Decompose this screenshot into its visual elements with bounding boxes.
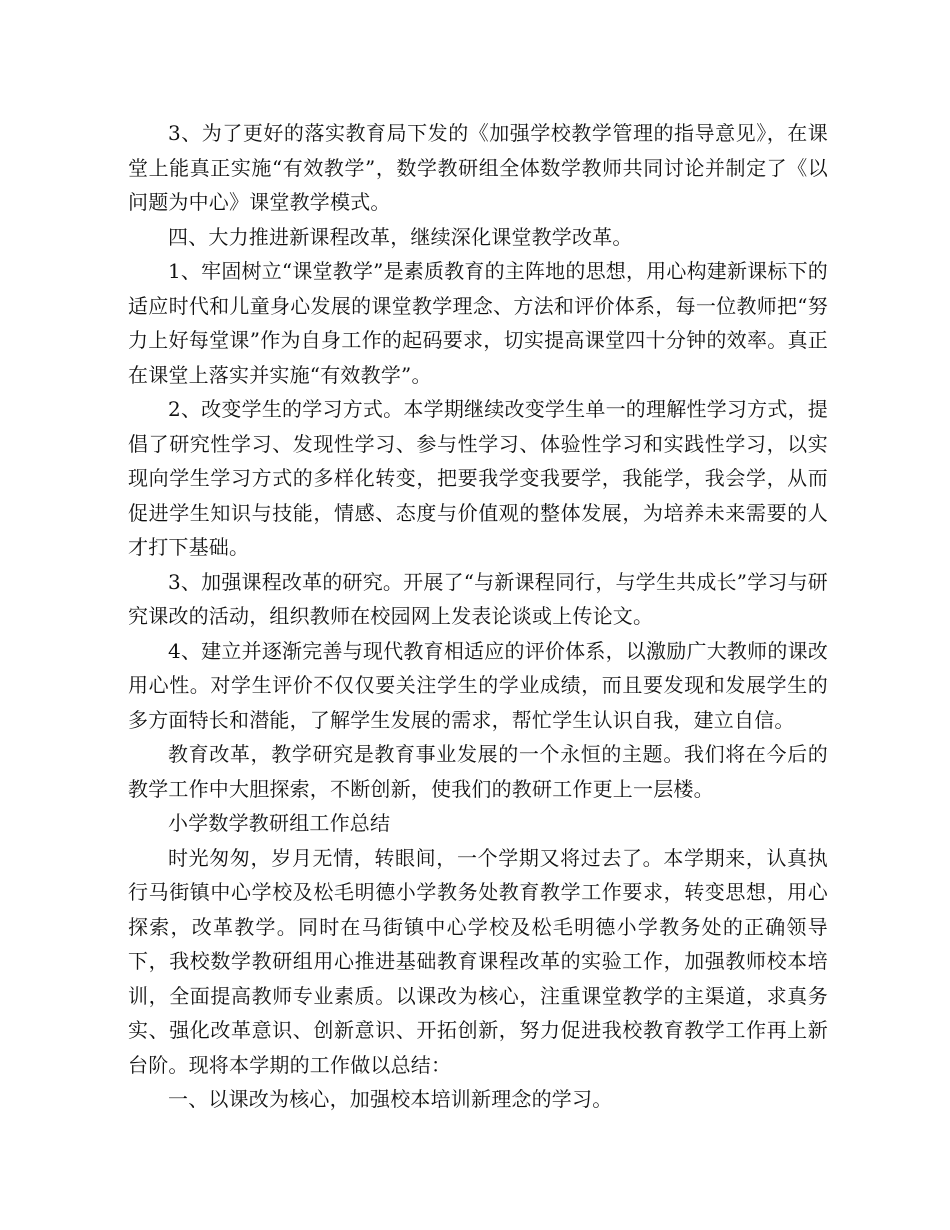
paragraph-3: 1、牢固树立“课堂教学”是素质教育的主阵地的思想，用心构建新课标下的适应时代和儿童身心发展的课堂教学理念、方法和评价体系，每一位教师把“努力上好每堂课”作为自身工作的起码要求，切实提高课堂四十分钟的效率。真正在课堂上落实并实施“有效教学”。 — [128, 259, 828, 387]
paragraph-1: 3、为了更好的落实教育局下发的《加强学校教学管理的指导意见》，在课堂上能真正实施“有效教学”，数学教研组全体数学教师共同讨论并制定了《以问题为中心》课堂教学模式。 — [128, 121, 828, 214]
document-body — [128, 116, 828, 1117]
paragraph-9: 一、以课改为核心，加强校本培训新理念的学习。 — [168, 1087, 613, 1111]
paragraph-6: 4、建立并逐渐完善与现代教育相适应的评价体系，以激励广大教师的课改用心性。对学生评价不仅仅要关注学生的学业成绩，而且要发现和发展学生的多方面特长和潜能，了解学生发展的需求，帮忙学生认识自我，建立自信。 — [128, 638, 828, 732]
paragraph-4: 2、改变学生的学习方式。本学期继续改变学生单一的理解性学习方式，提倡了研究性学习、发现性学习、参与性学习、体验性学习和实践性学习，以实现向学生学习方式的多样化转变，把要我学变我要学，我能学，我会学，从而促进学生知识与技能，情感、态度与价值观的整体发展，为培养未来需要的人才打下基础。 — [128, 397, 828, 559]
paragraph-7: 教育改革，教学研究是教育事业发展的一个永恒的主题。我们将在今后的教学工作中大胆探索，不断创新，使我们的教研工作更上一层楼。 — [128, 742, 828, 801]
paragraph-2: 四、大力推进新课程改革，继续深化课堂教学改革。 — [168, 224, 633, 249]
paragraph-8: 时光匆匆，岁月无情，转眼间，一个学期又将过去了。本学期来，认真执行马街镇中心学校及松毛明德小学教务处教育教学工作要求，转变思想，用心探索，改革教学。同时在马街镇中心学校及松毛明德小学教务处的正确领导下，我校数学教研组用心推进基础教育课程改革的实验工作，加强教师校本培训，全面提高教师专业素质。以课改为核心，注重课堂教学的主渠道，求真务实、强化改革意识、创新意识、开拓创新，努力促进我校教育教学工作再上新台阶。现将本学期的工作做以总结： — [128, 845, 828, 1077]
paragraph-5: 3、加强课程改革的研究。开展了“与新课程同行，与学生共成长”学习与研究课改的活动，组织教师在校园网上发表论谈或上传论文。 — [128, 569, 828, 628]
section-heading: 小学数学教研组工作总结 — [168, 811, 391, 835]
